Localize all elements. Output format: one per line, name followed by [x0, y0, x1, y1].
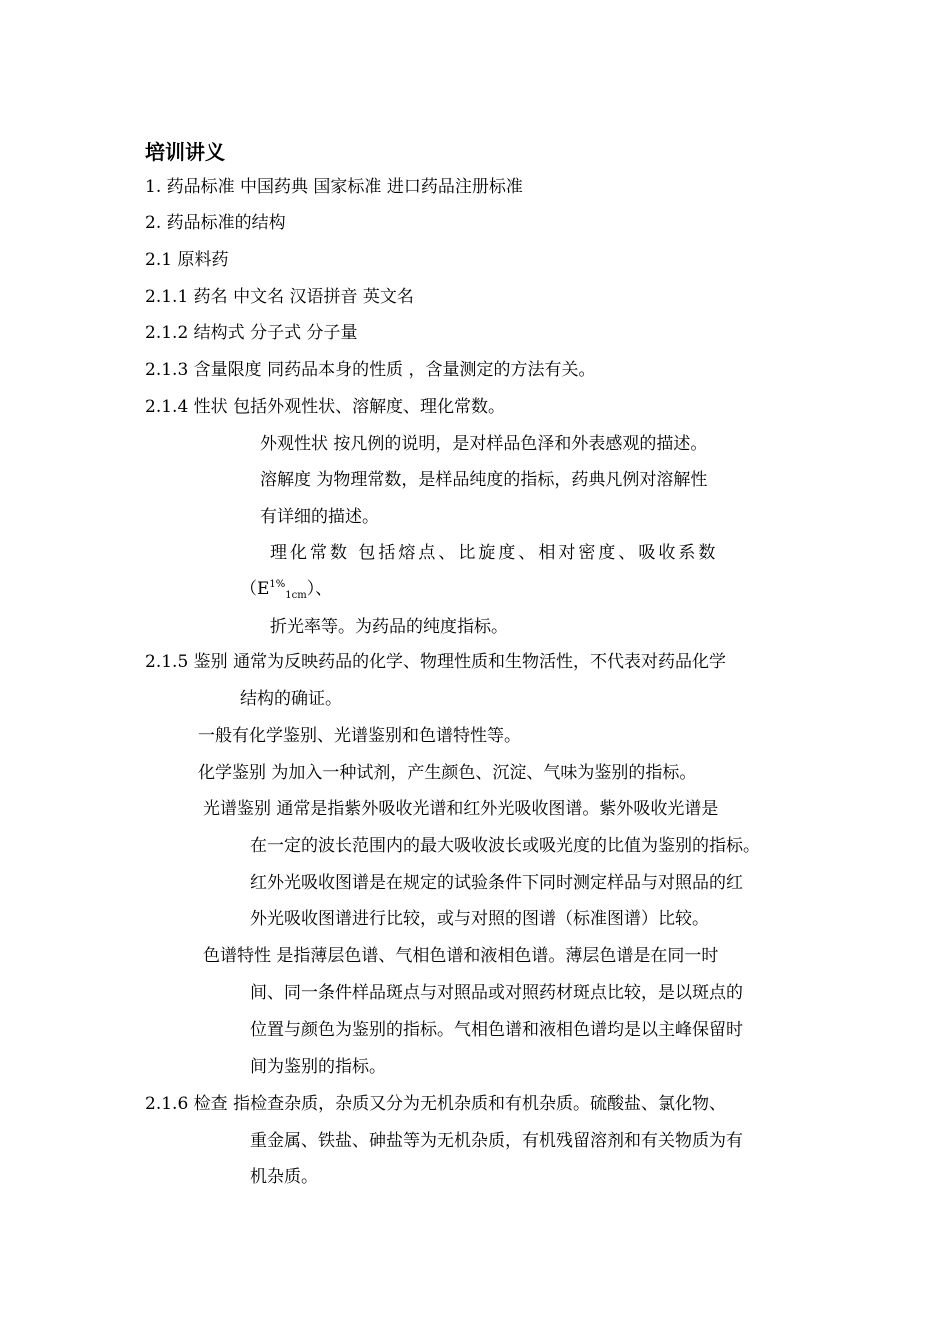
text-line: 有详细的描述。 [260, 507, 379, 527]
text-line: 在一定的波长范围内的最大吸收波长或吸光度的比值为鉴别的指标。 [250, 836, 760, 856]
text-line: 色谱特性 是指薄层色谱、气相色谱和液相色谱。薄层色谱是在同一时 [203, 946, 719, 966]
text-line: 2.1.3 含量限度 同药品本身的性质 ，含量测定的方法有关。 [145, 360, 596, 380]
text-line: 2.1.4 性状 包括外观性状、溶解度、理化常数。 [145, 397, 506, 417]
text-line: 1. 药品标准 中国药典 国家标准 进口药品注册标准 [145, 177, 523, 197]
document-title: 培训讲义 [145, 140, 225, 164]
text-line: 2.1 原料药 [145, 250, 229, 270]
text-line: 间、同一条件样品斑点与对照品或对照药材斑点比较，是以斑点的 [250, 983, 743, 1003]
formula-subscript: 1cm [285, 590, 307, 601]
text-line: 机杂质。 [250, 1167, 318, 1187]
text-line: 一般有化学鉴别、光谱鉴别和色谱特性等。 [198, 726, 521, 746]
text-line: 2.1.5 鉴别 通常为反映药品的化学、物理性质和生物活性，不代表对药品化学 [145, 652, 727, 672]
text-line: 2.1.1 药名 中文名 汉语拼音 英文名 [145, 287, 414, 307]
text-line: 外光吸收图谱进行比较，或与对照的图谱（标准图谱）比较。 [250, 909, 709, 929]
text-line: 2.1.6 检查 指检查杂质，杂质又分为无机杂质和有机杂质。硫酸盐、氯化物、 [145, 1094, 727, 1114]
text-line: 光谱鉴别 通常是指紫外吸收光谱和红外光吸收图谱。紫外吸收光谱是 [203, 799, 719, 819]
text-line: 2. 药品标准的结构 [145, 213, 286, 233]
text-line: 重金属、铁盐、砷盐等为无机杂质，有机残留溶剂和有关物质为有 [250, 1131, 743, 1151]
formula-close: ）、 [306, 579, 333, 599]
text-line: 化学鉴别 为加入一种试剂，产生颜色、沉淀、气味为鉴别的指标。 [198, 763, 697, 783]
text-line-formula [240, 578, 332, 600]
text-line: 外观性状 按凡例的说明，是对样品色泽和外表感观的描述。 [260, 434, 708, 454]
text-line: 红外光吸收图谱是在规定的试验条件下同时测定样品与对照品的红 [250, 873, 743, 893]
formula-open: （E [240, 579, 270, 599]
text-line: 溶解度 为物理常数，是样品纯度的指标，药典凡例对溶解性 [260, 470, 708, 490]
text-line: 理化常数 包括熔点、比旋度、相对密度、吸收系数 [270, 543, 719, 563]
text-line: 位置与颜色为鉴别的指标。气相色谱和液相色谱均是以主峰保留时 [250, 1020, 743, 1040]
formula-superscript: 1% [269, 579, 286, 590]
text-line: 折光率等。为药品的纯度指标。 [270, 617, 508, 637]
text-line: 间为鉴别的指标。 [250, 1057, 386, 1077]
text-line: 2.1.2 结构式 分子式 分子量 [145, 323, 358, 343]
text-line: 结构的确证。 [240, 689, 342, 709]
